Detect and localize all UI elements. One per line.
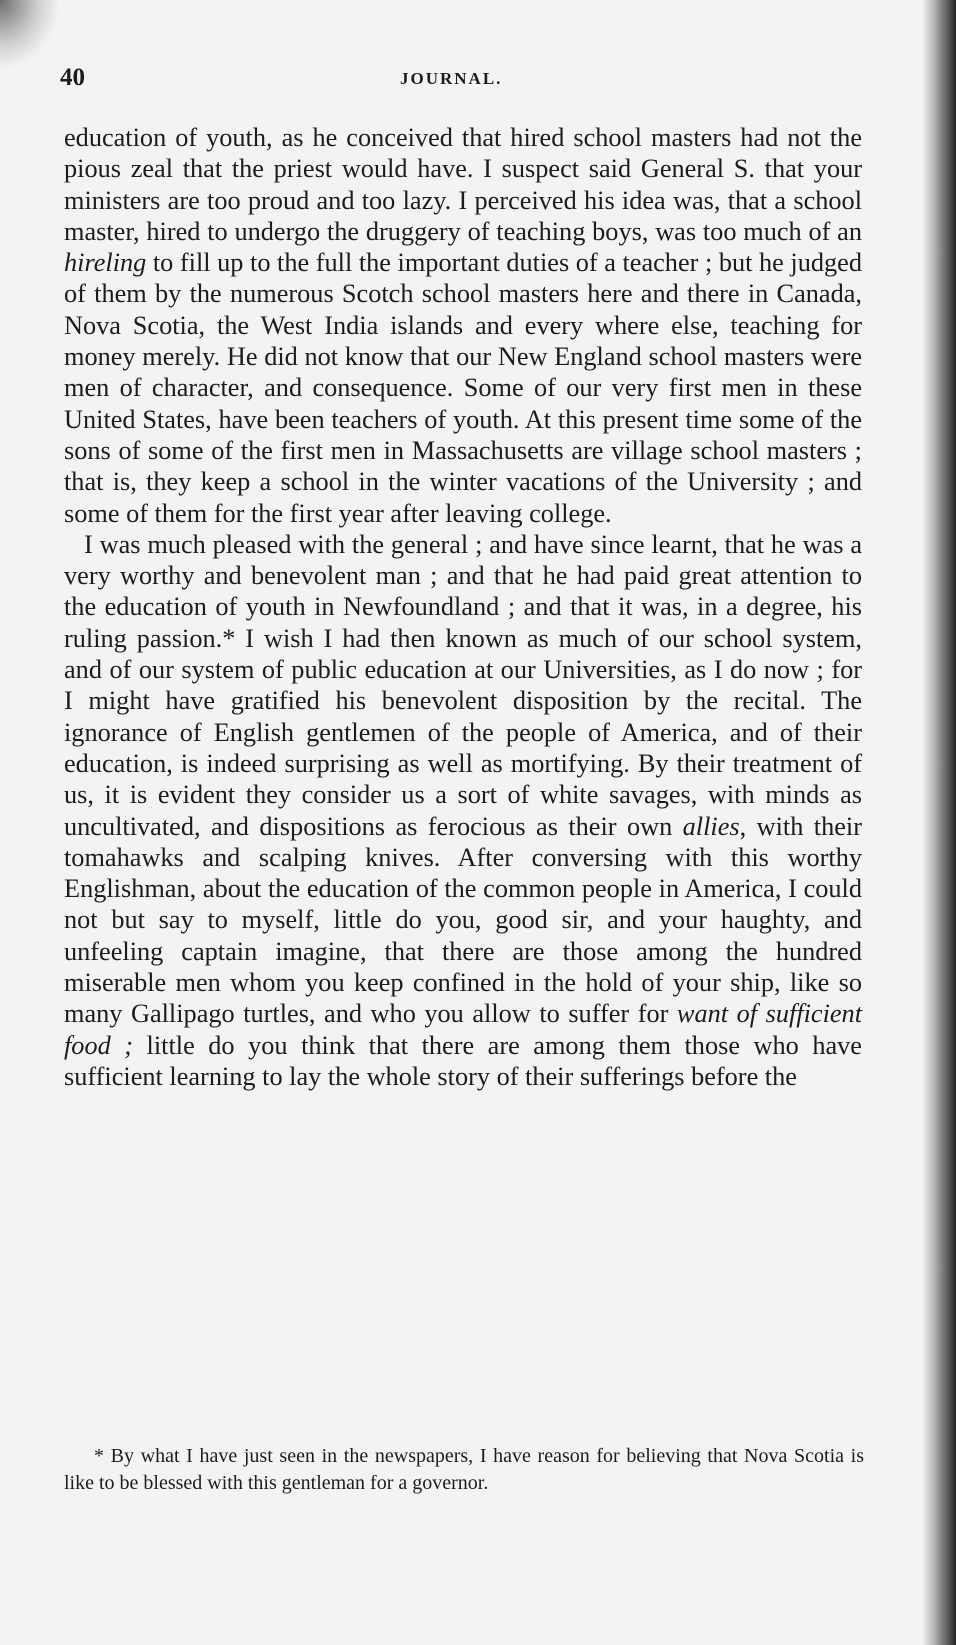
- paragraph-text: to fill up to the full the important duties of a teacher ; but he judged of them by the numerous Scotch school masters here and there in Canada, Nova Scotia, the West India islands and every where else, teaching for money merely. He did not know that our New England school masters were men of character, and consequence. Some of our very first men in these United States, have been teachers of youth. At this present time some of the sons of some of the first men in Massachusetts are village school masters ; that is, they keep a school in the winter vacations of the University ; and some of them for the first year after leaving college.: [64, 248, 862, 528]
- paragraph-text: education of youth, as he conceived that hired school masters had not the pious zeal that the priest would have. I suspect said General S. that your ministers are too proud and too lazy. I perceived his idea was, that a school master, hired to undergo the druggery of teaching boys, was too much of an: [64, 123, 862, 246]
- paragraph-text: little do you think that there are among them those who have sufficient learning to lay the whole story of their sufferings before the: [64, 1030, 862, 1091]
- body-text: [64, 122, 862, 1092]
- paragraph-text: , with their tomahawks and scalping knives. After conversing with this worthy Englishman, about the education of the common people in America, I could not but say to myself, little do you, good sir, and your haughty, and unfeeling captain imagine, that there are those among the hundred miserable men whom you keep confined in the hold of your ship, like so many Gallipago turtles, and who you allow to suffer for: [64, 811, 862, 1029]
- italic-phrase: want of sufficient food ;: [64, 999, 863, 1060]
- italic-term: allies: [682, 811, 740, 841]
- running-head: [60, 64, 860, 96]
- page-number: 40: [60, 64, 85, 91]
- footnote-text: * By what I have just seen in the newspapers, I have reason for believing that Nova Scotia is like to be blessed with this gentleman for a governor.: [64, 1445, 864, 1494]
- paragraph-text: I was much pleased with the general ; and have since learnt, that he was a very worthy and benevolent man ; and that he had paid great attention to the education of youth in Newfoundland ; and that it was, in a degree, his ruling passion.* I wish I had then known as much of our school system, and of our system of public education at our Universities, as I do now ; for I might have gratified his benevolent disposition by the recital. The ignorance of English gentlemen of the people of America, and of their education, is indeed surprising as well as mortifying. By their treatment of us, it is evident they consider us a sort of white savages, with minds as uncultivated, and dispositions as ferocious as their own: [64, 529, 862, 841]
- paragraph: [64, 529, 862, 1092]
- corner-shadow: [0, 0, 60, 70]
- footnote: [64, 1443, 864, 1497]
- italic-term: hireling: [64, 248, 147, 278]
- binding-shadow: [922, 0, 956, 1645]
- running-title: JOURNAL.: [400, 69, 503, 88]
- paragraph-continued: [64, 122, 862, 529]
